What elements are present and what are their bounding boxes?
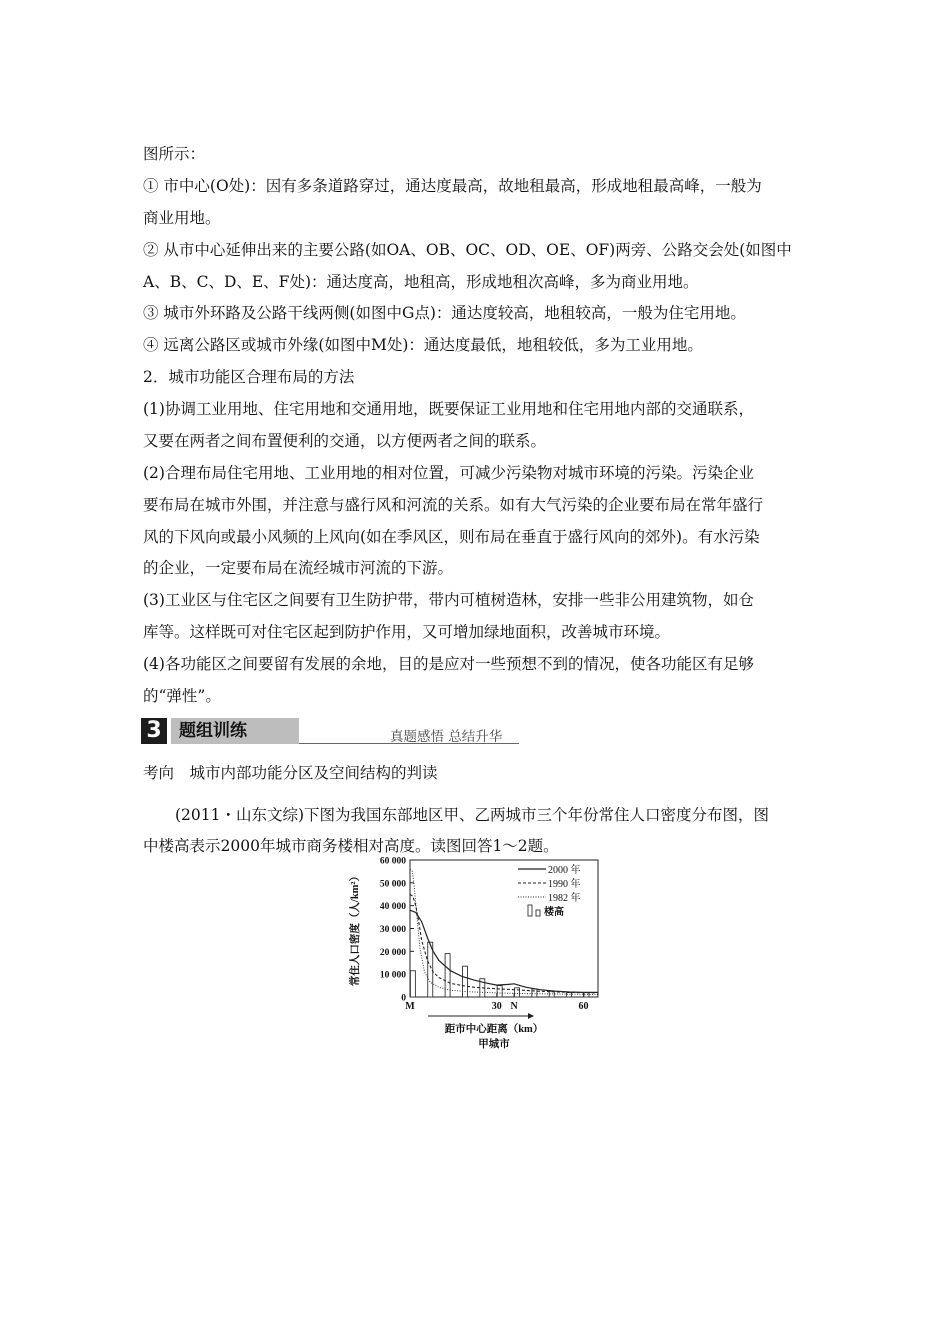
- paragraph-line: 库等。这样既可对住宅区起到防护作用，又可增加绿地面积，改善城市环境。: [143, 623, 671, 641]
- y-tick-label: 60 000: [379, 856, 406, 867]
- section-subtitle: 真题感悟 总结升华: [390, 729, 503, 745]
- paragraph-line: (2)合理布局住宅用地、工业用地的相对位置，可减少污染物对城市环境的污染。污染企业: [143, 464, 754, 482]
- legend-label: 2000 年: [548, 865, 581, 876]
- question-text-line-2: 中楼高表示2000年城市商务楼相对高度。读图回答1～2题。: [143, 837, 559, 855]
- paragraph-line: ④ 远离公路区或城市外缘(如图中M处)：通达度最低，地租较低，多为工业用地。: [143, 336, 703, 354]
- building-height-bar: [428, 942, 433, 997]
- chart-title: 甲城市: [478, 1039, 510, 1050]
- paragraph-line: 图所示：: [143, 145, 206, 163]
- x-axis-title: 距市中心距离（km）: [444, 1024, 544, 1035]
- x-tick-label: 60: [578, 1001, 589, 1012]
- paragraph-line: ③ 城市外环路及公路干线两侧(如图中G点)：通达度较高，地租较高，一般为住宅用地。: [143, 304, 746, 322]
- paragraph-line: ① 市中心(O处)：因有多条道路穿过，通达度最高，故地租最高，形成地租最高峰，一般为: [143, 177, 762, 195]
- paragraph-line: ② 从市中心延伸出来的主要公路(如OA、OB、OC、OD、OE、OF)两旁、公路交会处(如图中: [143, 241, 792, 259]
- y-tick-label: 0: [401, 993, 406, 1004]
- paragraph-line: (3)工业区与住宅区之间要有卫生防护带，带内可植树造林，安排一些非公用建筑物，如仓: [143, 591, 754, 609]
- y-axis-title: 常住人口密度（人/km²）: [350, 870, 361, 987]
- legend-label: 1982 年: [548, 893, 581, 904]
- series-line-1990年: [410, 894, 598, 993]
- series-line-2000年: [410, 910, 598, 992]
- paragraph-line: 要布局在城市外围，并注意与盛行风和河流的关系。如有大气污染的企业要布局在常年盛行: [143, 496, 764, 514]
- chart-svg: [340, 852, 610, 1052]
- building-height-bar: [567, 992, 572, 997]
- paragraph-line: 商业用地。: [143, 209, 221, 227]
- section-title: 题组训练: [171, 718, 299, 744]
- building-height-bar: [445, 954, 450, 997]
- paragraph-line: A、B、C、D、E、F处)：通达度高，地租高，形成地租次高峰，多为商业用地。: [143, 273, 699, 291]
- paragraph-line: (1)协调工业用地、住宅用地和交通用地，既要保证工业用地和住宅用地内部的交通联系，: [143, 400, 754, 418]
- y-tick-label: 40 000: [379, 902, 406, 913]
- paragraph-line: 的“弹性”。: [143, 687, 221, 705]
- y-tick-label: 10 000: [379, 970, 406, 981]
- building-height-bar: [532, 989, 537, 997]
- legend-label: 1990 年: [548, 879, 581, 890]
- legend-swatch-bar: [528, 905, 532, 916]
- building-height-bar: [515, 988, 520, 997]
- x-tick-label: N: [510, 1001, 518, 1012]
- y-tick-label: 30 000: [379, 925, 406, 935]
- building-height-bar: [497, 986, 502, 997]
- question-heading: 考向 城市内部功能分区及空间结构的判读: [143, 764, 438, 782]
- paragraph-line: 的企业，一定要布局在流经城市河流的下游。: [143, 559, 454, 577]
- paragraph-line: 又要在两者之间布置便利的交通，以方便两者之间的联系。: [143, 432, 547, 450]
- x-axis-arrow-head: [528, 1013, 534, 1019]
- section-header: [141, 716, 521, 746]
- paragraph-line: (4)各功能区之间要留有发展的余地，目的是应对一些预想不到的情况，使各功能区有足够: [143, 655, 754, 673]
- paragraph-line: 风的下风向或最小风频的上风向(如在季风区，则布局在垂直于盛行风向的郊外)。有水污染: [143, 528, 760, 546]
- y-tick-label: 50 000: [379, 879, 406, 890]
- x-tick-label: M: [405, 1001, 415, 1012]
- building-height-bar: [462, 966, 467, 997]
- x-tick-label: 30: [491, 1001, 502, 1012]
- section-number: 3: [141, 718, 167, 744]
- building-height-bar: [410, 971, 415, 997]
- population-density-chart: [340, 852, 610, 1052]
- y-tick-label: 20 000: [379, 947, 406, 958]
- legend-swatch-bar: [536, 910, 540, 916]
- question-text-line-1: (2011・山东文综)下图为我国东部地区甲、乙两城市三个年份常住人口密度分布图，图: [175, 806, 770, 824]
- legend-label: 楼高: [544, 907, 564, 918]
- paragraph-line: 2．城市功能区合理布局的方法: [143, 368, 355, 386]
